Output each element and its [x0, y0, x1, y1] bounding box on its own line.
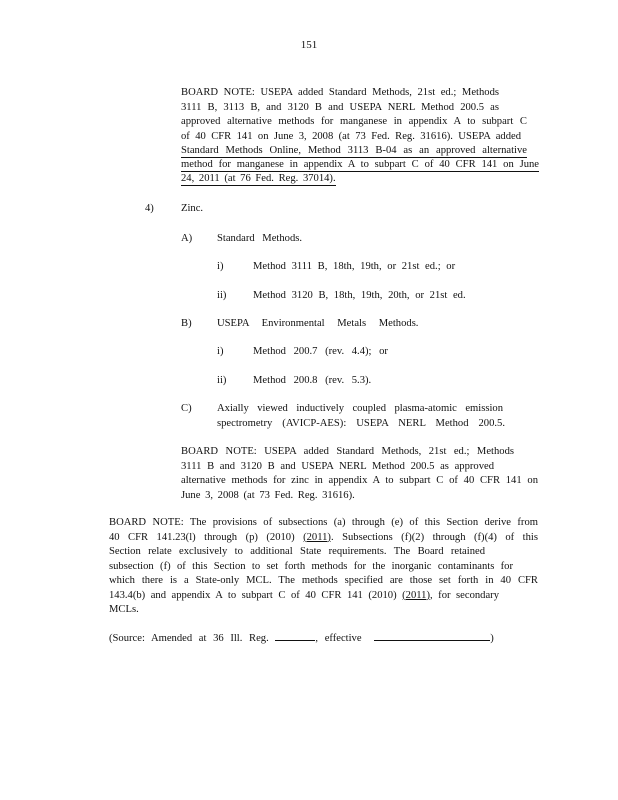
note-text: 40 CFR 141.23(l) through (p) (2010) [109, 531, 295, 543]
subitem-text: Method 200.8 (rev. 5.3). [253, 375, 372, 386]
source-prefix: (Source: Amended at 36 Ill. Reg. [109, 633, 269, 644]
note-line: which there is a State-only MCL. The methods specified are those set forth in 40 CFR [109, 575, 538, 586]
note-text: 143.4(b) and appendix A to subpart C of 40 CFR 141 (2010) [109, 589, 397, 601]
note-line [109, 531, 538, 546]
board-note-manganese [181, 86, 527, 144]
amended-year: (2011) [402, 589, 431, 601]
section-letter: C) [181, 403, 192, 414]
note-line: BOARD NOTE: USEPA added Standard Methods, 21st ed.; Methods [181, 446, 514, 457]
underlined-line: 24, 2011 (at 76 Fed. Reg. 37014). [181, 173, 336, 184]
note-line [109, 589, 499, 604]
note-line: 3111 B, 3113 B, and 3120 B and USEPA NERL Method 200.5 as [181, 101, 499, 113]
section-c-text [217, 402, 503, 431]
item-number: 4) [145, 203, 154, 214]
section-label: USEPA Environmental Metals Methods. [217, 318, 419, 329]
underlined-line: Standard Methods Online, Method 3113 B-04 as an approved alternative [181, 145, 527, 156]
subitem-number: i) [217, 261, 224, 272]
register-blank [275, 630, 315, 641]
note-text: . Subsections (f)(2) through (f)(4) of this [330, 531, 538, 543]
note-line: of 40 CFR 141 on June 3, 2008 (at 73 Fed. Reg. 31616). USEPA added [181, 130, 521, 142]
source-line [109, 630, 494, 647]
board-note-manganese-amendment [181, 144, 539, 187]
section-c-line: spectrometry (AVICP-AES): USEPA NERL Method 200.5. [217, 417, 505, 429]
effective-date-blank [374, 630, 490, 641]
subitem-text: Method 200.7 (rev. 4.4); or [253, 346, 388, 357]
subitem-number: i) [217, 346, 224, 357]
item-label: Zinc. [181, 203, 204, 214]
underlined-line: method for manganese in appendix A to subpart C of 40 CFR 141 on June [181, 159, 539, 170]
amended-year: (2011) [303, 531, 331, 543]
subitem-text: Method 3111 B, 18th, 19th, or 21st ed.; or [253, 261, 456, 272]
subitem-number: ii) [217, 375, 227, 386]
subitem-text: Method 3120 B, 18th, 19th, 20th, or 21st ed. [253, 290, 466, 301]
note-line: Section relate exclusively to additional State requirements. The Board retained [109, 546, 485, 557]
source-effective: , effective [315, 633, 362, 644]
note-line: approved alternative methods for manganese in appendix A to subpart C [181, 116, 527, 127]
note-line: subsection (f) of this Section to set forth methods for the inorganic contaminants for [109, 560, 513, 572]
note-line: 3111 B and 3120 B and USEPA NERL Method 200.5 as approved [181, 460, 494, 472]
note-line: alternative methods for zinc in appendix A to subpart C of 40 CFR 141 on [181, 475, 538, 486]
note-line: June 3, 2008 (at 73 Fed. Reg. 31616). [181, 489, 355, 501]
board-note-provisions [109, 516, 538, 618]
note-line: BOARD NOTE: The provisions of subsections (a) through (e) of this Section derive from [109, 517, 538, 528]
page-number: 151 [300, 39, 318, 51]
section-c-line: Axially viewed inductively coupled plasma-atomic emission [217, 403, 503, 414]
note-line: BOARD NOTE: USEPA added Standard Methods, 21st ed.; Methods [181, 87, 499, 98]
section-letter: B) [181, 318, 192, 329]
board-note-zinc [181, 445, 538, 503]
section-letter: A) [181, 233, 193, 244]
source-suffix: ) [490, 633, 494, 644]
subitem-number: ii) [217, 290, 227, 301]
note-line: MCLs. [109, 604, 139, 615]
section-label: Standard Methods. [217, 233, 303, 244]
note-text: , for secondary [430, 589, 500, 601]
